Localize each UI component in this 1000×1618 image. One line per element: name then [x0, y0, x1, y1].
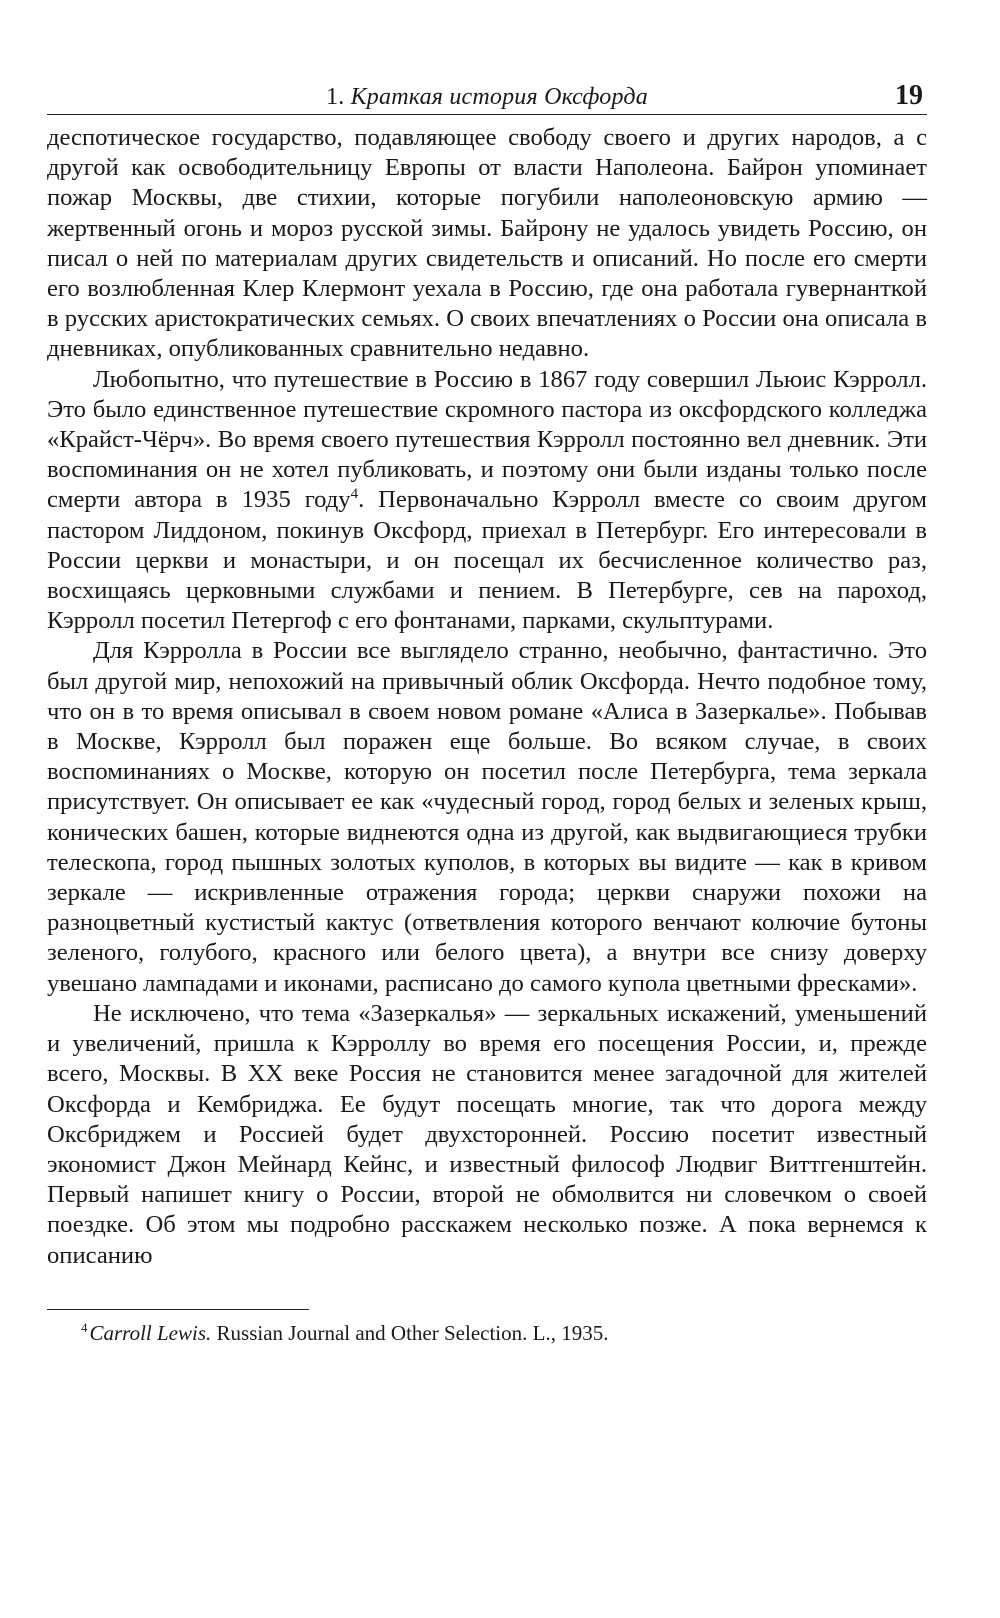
footnote-number: 4: [81, 1319, 88, 1335]
chapter-title: Краткая история Оксфорда: [350, 84, 648, 110]
book-page: [47, 70, 927, 1346]
running-title: [47, 84, 927, 111]
paragraph-2: [47, 365, 927, 637]
chapter-number: 1.: [326, 84, 345, 110]
paragraph-text: Не исключено, что тема «Зазеркалья» — зеркальных искажений, уменьшений и увеличений, пришла к Кэрроллу во время его посещения России, и, прежде всего, Москвы. В XX веке Россия не становится менее загадочной для жителей Оксфорда и Кембриджа. Ее будут посещать многие, так что дорога между Оксбриджем и Россией будет двухсторонней. Россию посетит известный экономист Джон Мейнард Кейнс, и известный философ Людвиг Виттгенштейн. Первый напишет книгу о России, второй не обмолвится ни словечком о своей поездке. Об этом мы подробно расскажем несколько позже. А пока вернемся к описанию: [47, 999, 927, 1269]
paragraph-1: [47, 123, 927, 365]
footnote-divider: [47, 1309, 309, 1310]
paragraph-text: деспотическое государство, подавляющее свободу своего и других народов, а с другой как освободительницу Европы от власти Наполеона. Байрон упоминает пожар Москвы, две стихии, которые погубили наполеоновскую армию — жертвенный огонь и мороз русской зимы. Байрону не удалось увидеть Россию, он писал о ней по материалам других свидетельств и описаний. Но после его смерти его возлюбленная Клер Клермонт уехала в Россию, где она работала гувернанткой в русских аристократических семьях. О своих впечатлениях о России она описала в дневниках, опубликованных сравнительно недавно.: [47, 124, 927, 363]
paragraph-text: Для Кэрролла в России все выглядело странно, необычно, фантастично. Это был другой мир, непохожий на привычный облик Оксфорда. Нечто подобное тому, что он в то время описывал в своем новом романе «Алиса в Зазеркалье». Побывав в Москве, Кэрролл был поражен еще больше. Во всяком случае, в своих воспоминаниях о Москве, которую он посетил после Петербурга, тема зеркала присутствует. Он описывает ее как «чудесный город, город белых и зеленых крыш, конических башен, которые виднеются одна из другой, как выдвигающиеся трубки телескопа, город пышных золотых куполов, в которых вы видите — как в кривом зеркале — искривленные отражения города; церкви снаружи похожи на разноцветный кустистый кактус (ответвления которого венчают колючие бутоны зеленого, голубого, красного или белого цвета), а внутри все снизу доверху увешано лампадами и иконами, расписано до самого купола цветными фресками».: [47, 637, 927, 997]
footnote-author: Carroll Lewis.: [89, 1320, 212, 1345]
footnote-reference[interactable]: 4: [350, 486, 359, 503]
main-text: [47, 123, 927, 1271]
running-header: [47, 70, 927, 115]
paragraph-text: Любопытно, что путешествие в Россию в 1867 году совершил Льюис Кэрролл. Это было единственное путешествие скромного пастора из оксфордского колледжа «Крайст-Чёрч». Во время своего путешествия Кэрролл постоянно вел дневник. Эти воспоминания он не хотел публиковать, и поэтому они были изданы только после смерти автора в 1935 году: [47, 365, 927, 514]
paragraph-4: [47, 999, 927, 1271]
paragraph-text-continued: . Первоначально Кэрролл вместе со своим другом пастором Лиддоном, покинув Оксфорд, приехал в Петербург. Его интересовали в России церкви и монастыри, и он посещал их бесчисленное количество раз, восхищаясь церковными службами и пением. В Петербурге, сев на пароход, Кэрролл посетил Петергоф с его фонтанами, парками, скульптурами.: [47, 486, 927, 635]
page-number: 19: [895, 80, 923, 111]
footnote: [47, 1320, 927, 1346]
footnote-text: Russian Journal and Other Selection. L., 1935.: [216, 1320, 609, 1345]
paragraph-3: [47, 636, 927, 998]
